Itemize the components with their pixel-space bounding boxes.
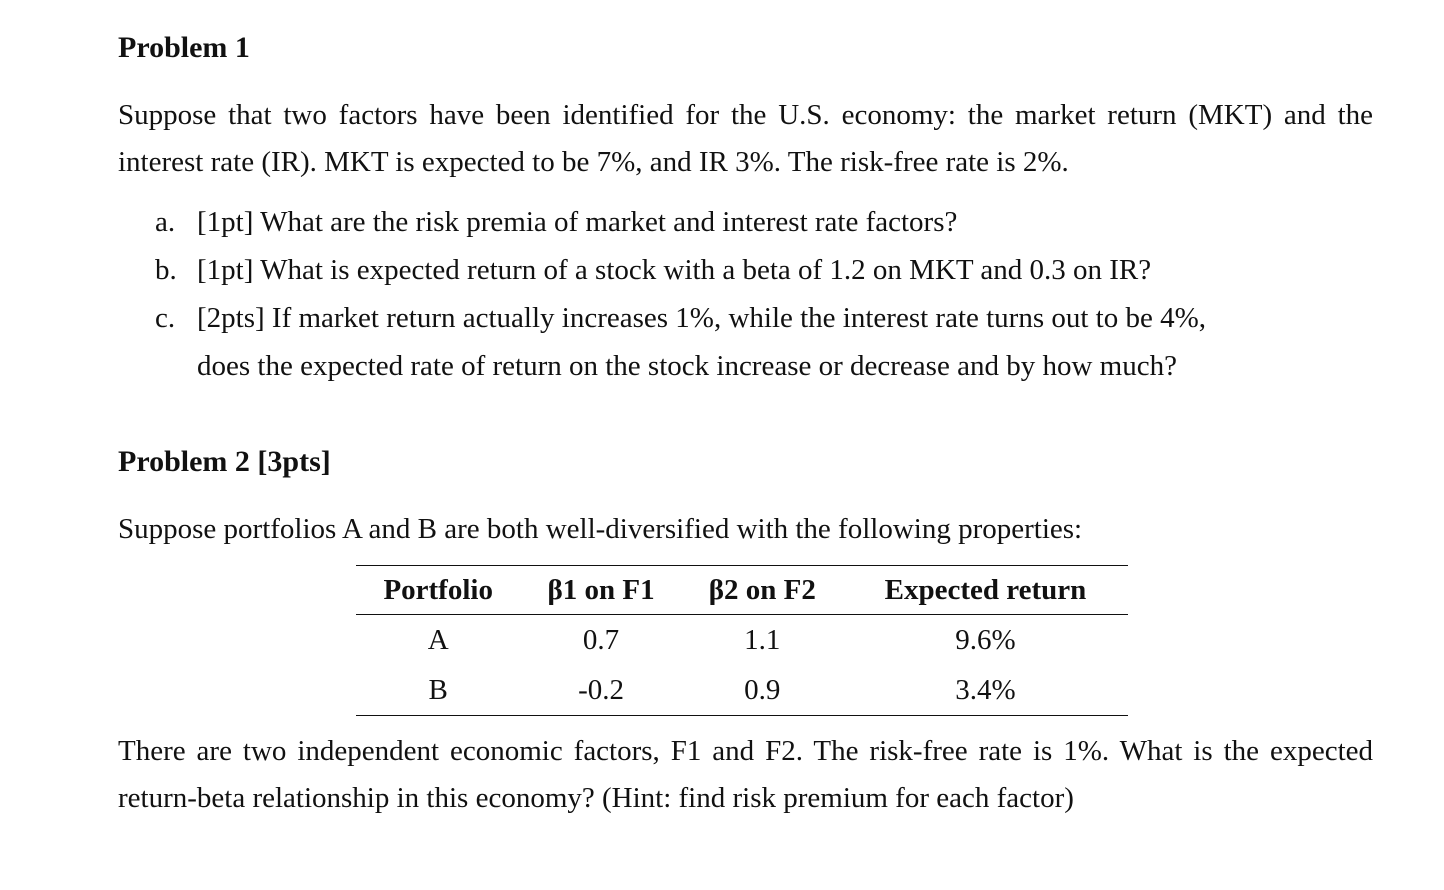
table-row bbox=[356, 615, 1128, 666]
cell: -0.2 bbox=[578, 673, 624, 706]
portfolio-table bbox=[356, 565, 1128, 716]
problem-1-title: Problem 1 bbox=[118, 31, 250, 64]
cell: 9.6% bbox=[955, 623, 1016, 656]
item-text: [1pt] What is expected return of a stock with a beta of 1.2 on MKT and 0.3 on IR? bbox=[197, 254, 1152, 286]
header-cell: β1 on F1 bbox=[520, 566, 681, 615]
question-b bbox=[155, 246, 1373, 294]
cell: 0.9 bbox=[744, 673, 781, 706]
item-label: a. bbox=[155, 206, 176, 238]
header-cell: Portfolio bbox=[356, 566, 520, 615]
header-cell: β2 on F2 bbox=[682, 566, 843, 615]
item-text: [2pts] If market return actually increases 1%, while the interest rate turns out to be 4%, bbox=[197, 302, 1207, 334]
problem-2-intro: Suppose portfolios A and B are both well-diversified with the following properties: bbox=[118, 513, 1083, 545]
item-label: c. bbox=[155, 302, 176, 334]
header-cell: Expected return bbox=[843, 566, 1128, 615]
question-c-continued: does the expected rate of return on the stock increase or decrease and by how much? bbox=[197, 350, 1177, 382]
table-row bbox=[356, 665, 1128, 716]
problem-1-intro: Suppose that two factors have been identified for the U.S. economy: the market return (MKT) and the interest rate (IR). MKT is expected to be 7%, and IR 3%. The risk-free rate is 2%. bbox=[118, 99, 1373, 178]
table-header bbox=[356, 566, 1128, 615]
cell: 3.4% bbox=[955, 673, 1016, 706]
cell: A bbox=[427, 623, 449, 656]
problem-2-title: Problem 2 [3pts] bbox=[118, 445, 331, 478]
question-a bbox=[155, 198, 1373, 246]
item-label: b. bbox=[155, 254, 177, 286]
cell: 1.1 bbox=[744, 623, 781, 656]
cell: B bbox=[428, 673, 448, 706]
problem-2-question: There are two independent economic factors, F1 and F2. The risk-free rate is 1%. What is the expected return-beta relationship in this economy? (Hint: find risk premium for each factor) bbox=[118, 735, 1373, 814]
question-c bbox=[155, 294, 1373, 390]
item-text: [1pt] What are the risk premia of market and interest rate factors? bbox=[197, 206, 958, 238]
cell: 0.7 bbox=[582, 623, 620, 656]
